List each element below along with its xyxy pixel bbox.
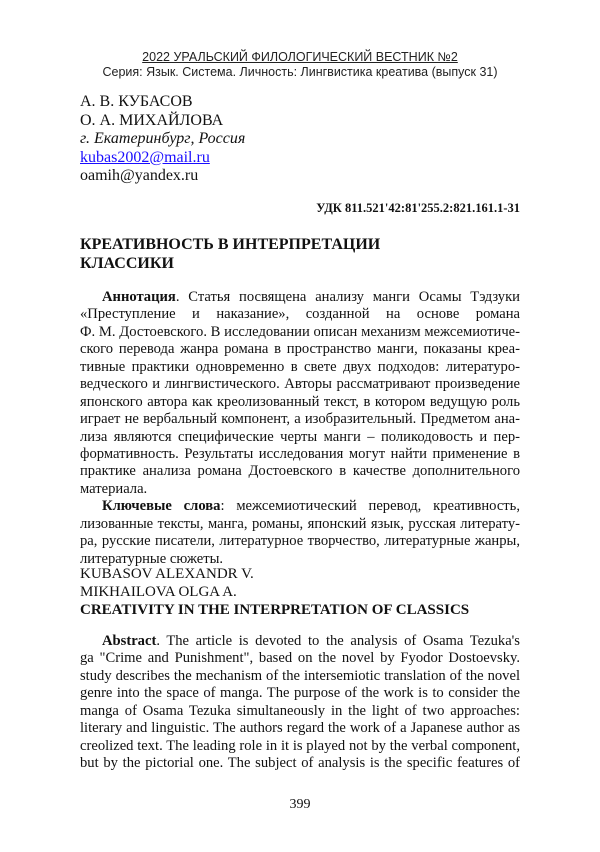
text-line bbox=[80, 633, 520, 650]
email-text: oamih@yandex.ru bbox=[80, 167, 245, 186]
text-line: тивные практики одновременно в свете двух подходов: литературо- bbox=[80, 359, 520, 376]
text-line bbox=[80, 498, 520, 515]
author-city: г. Екатеринбург, Россия bbox=[80, 130, 245, 149]
text-span: : межсемиотический перевод, креативность, bbox=[102, 498, 520, 515]
article-title bbox=[80, 235, 380, 273]
text-line: genre into the space of manga. The purpose of the work is to consider the bbox=[80, 685, 520, 702]
keywords-label: Ключевые слова bbox=[102, 498, 220, 514]
text-line: литературные сюжеты. bbox=[80, 551, 520, 568]
text-line: играет не вербальный компонент, а изобразительный. Предметом ана- bbox=[80, 411, 520, 428]
text-span: . The article is devoted to the analysis of Osama Tezuka's bbox=[102, 633, 520, 650]
text-line: study describes the mechanism of the intersemiotic translation of the novel bbox=[80, 668, 520, 685]
text-line: creolized text. The leading role in it is played not by the verbal component, bbox=[80, 738, 520, 755]
article-title-en: CREATIVITY IN THE INTERPRETATION OF CLASSICS bbox=[80, 602, 469, 620]
udk-code: УДК 811.521'42:81'255.2:821.161.1-31 bbox=[316, 201, 520, 216]
author-name: О. А. МИХАЙЛОВА bbox=[80, 112, 245, 131]
text-line: literary and linguistic. The authors regard the work of a Japanese author as bbox=[80, 720, 520, 737]
text-line: manga of Osama Tezuka simultaneously in the light of two approaches: bbox=[80, 703, 520, 720]
text-line: ского перевода жанра романа в пространство манги, показаны креа- bbox=[80, 341, 520, 358]
text-line: японского автора как креолизованный текст, в котором ведущую роль bbox=[80, 394, 520, 411]
text-line: but by the pictorial one. The subject of analysis is the specific features of bbox=[80, 755, 520, 772]
author-name: А. В. КУБАСОВ bbox=[80, 93, 245, 112]
author-name-en: MIKHAILOVA OLGA A. bbox=[80, 584, 469, 602]
text-line: ga "Crime and Punishment", based on the novel by Fyodor Dostoevsky. bbox=[80, 650, 520, 667]
abstract-label: Abstract bbox=[102, 633, 156, 649]
abstract-paragraph bbox=[80, 633, 520, 773]
title-line: КРЕАТИВНОСТЬ В ИНТЕРПРЕТАЦИИ bbox=[80, 235, 380, 254]
text-line: «Преступление и наказание», созданной на основе романа bbox=[80, 306, 520, 323]
title-line: КЛАССИКИ bbox=[80, 254, 380, 273]
email-link[interactable]: kubas2002@mail.ru bbox=[80, 149, 210, 166]
text-line: ведческого и лингвистического. Авторы рассматривают произведение bbox=[80, 376, 520, 393]
authors-block bbox=[80, 93, 245, 186]
page-number: 399 bbox=[0, 797, 600, 813]
text-line: лизованные тексты, манга, романы, японский язык, русская литерату- bbox=[80, 516, 520, 533]
annotation-label: Аннотация bbox=[102, 289, 176, 305]
series-header: Серия: Язык. Система. Личность: Лингвистика креатива (выпуск 31) bbox=[0, 65, 600, 79]
text-line: формативность. Результаты исследования могут найти применение в bbox=[80, 446, 520, 463]
annotation-paragraph bbox=[80, 289, 520, 568]
text-line bbox=[80, 289, 520, 306]
text-line: лиза являются специфические черты манги – поликодовость и пер- bbox=[80, 429, 520, 446]
text-line: практике анализа романа Достоевского в качестве дополнительного bbox=[80, 463, 520, 480]
journal-header: 2022 УРАЛЬСКИЙ ФИЛОЛОГИЧЕСКИЙ ВЕСТНИК №2 bbox=[0, 50, 600, 64]
author-name-en: KUBASOV ALEXANDR V. bbox=[80, 566, 469, 584]
text-line: ра, русские писатели, литературное творчество, литературные жанры, bbox=[80, 533, 520, 550]
text-line: Ф. М. Достоевского. В исследовании описан механизм межсемиотиче- bbox=[80, 324, 520, 341]
text-span: . Статья посвящена анализу манги Осамы Тэдзуки bbox=[176, 289, 520, 305]
english-authors-block bbox=[80, 566, 469, 619]
text-line: материала. bbox=[80, 481, 520, 498]
